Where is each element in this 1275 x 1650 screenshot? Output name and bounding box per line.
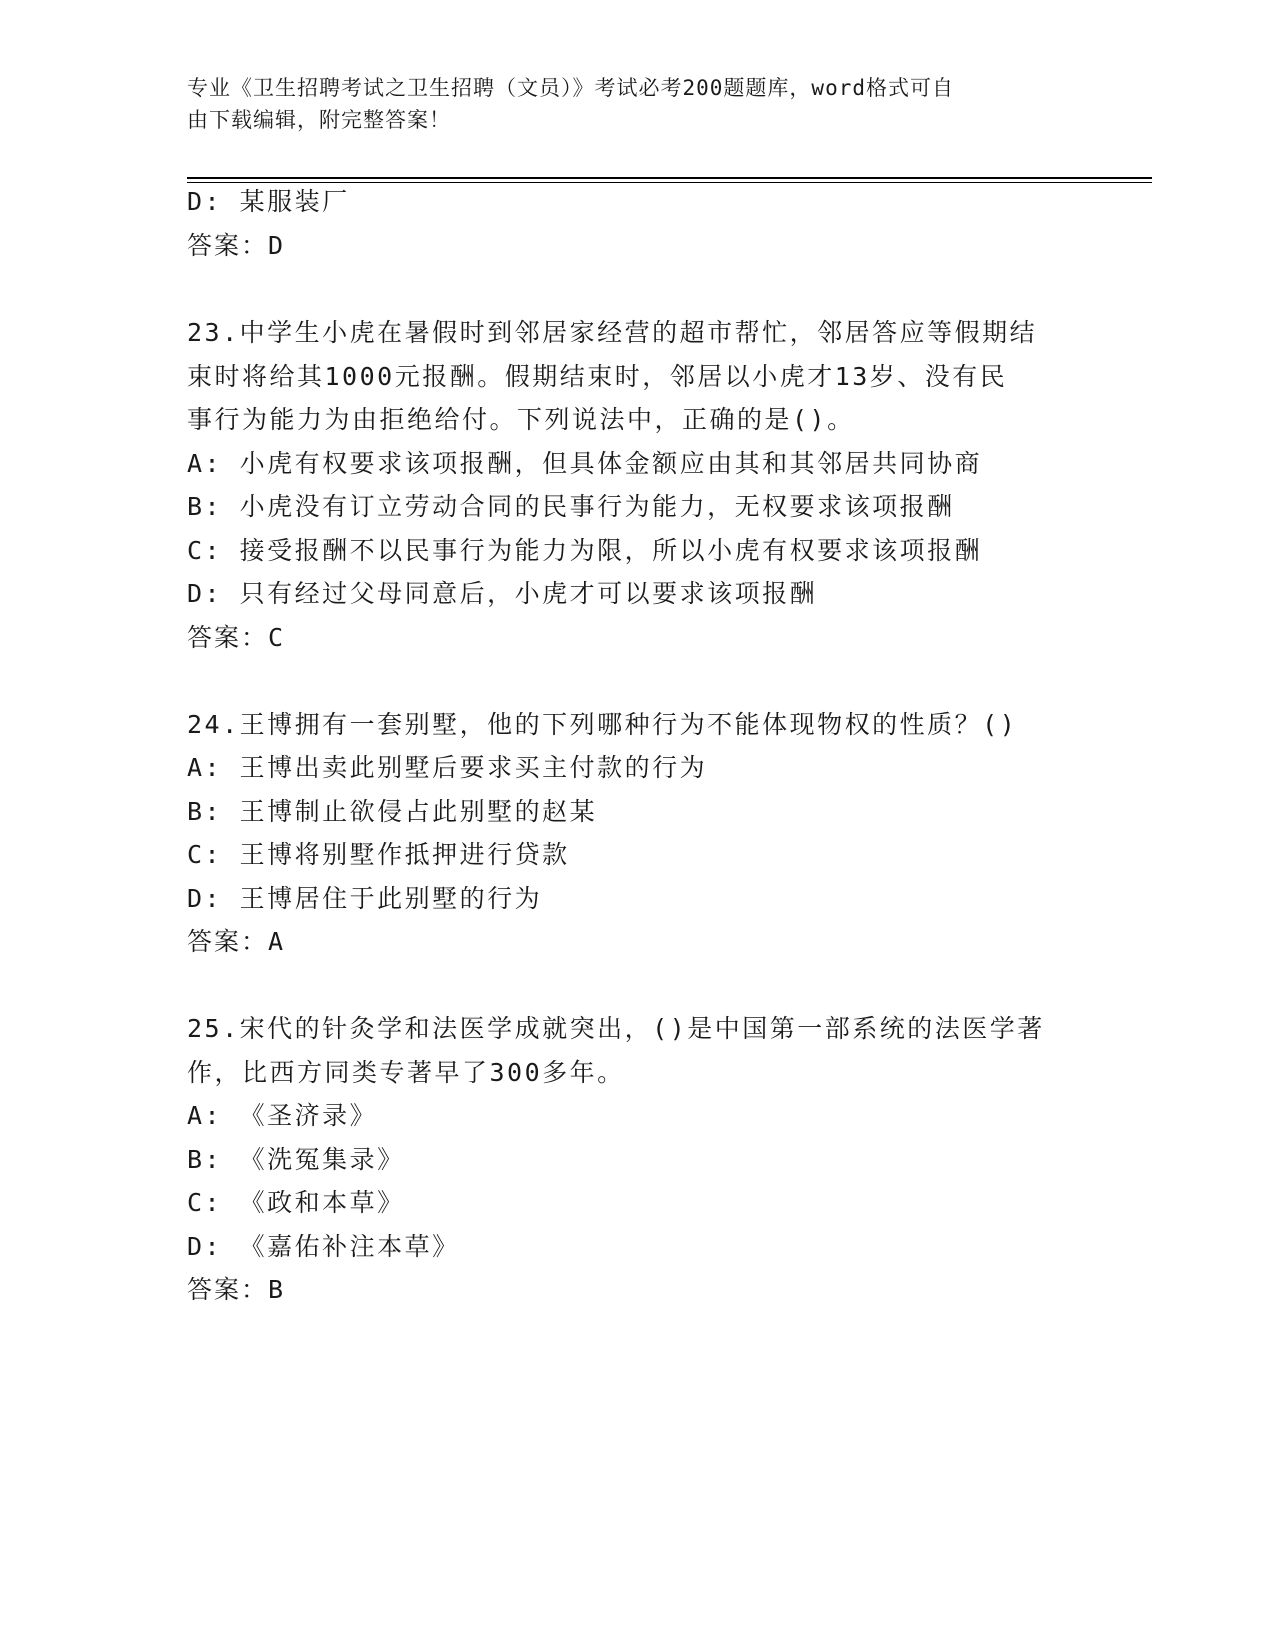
option-c: C: 王博将别墅作抵押进行贷款 <box>187 840 570 869</box>
answer-line <box>187 925 284 959</box>
answer-label: 答案： <box>187 1275 269 1304</box>
option-d: D: 只有经过父母同意后，小虎才可以要求该项报酬 <box>187 579 818 608</box>
answer-line <box>187 229 284 263</box>
answer-label: 答案： <box>187 231 269 260</box>
answer-label: 答案： <box>187 623 269 652</box>
document-header <box>187 72 1067 136</box>
answer-label: 答案： <box>187 927 269 956</box>
answer-value: C <box>268 623 285 652</box>
option-a: A: 《圣济录》 <box>187 1101 378 1130</box>
answer-value: A <box>268 927 285 956</box>
option-d: D: 王博居住于此别墅的行为 <box>187 884 543 913</box>
answer-value: D <box>268 231 285 260</box>
header-divider-thin <box>187 182 1152 183</box>
option-d: D: 某服装厂 <box>187 187 350 216</box>
option-a: A: 王博出卖此别墅后要求买主付款的行为 <box>187 753 708 782</box>
question-stem: 25.宋代的针灸学和法医学成就突出，()是中国第一部系统的法医学著 <box>187 1014 1045 1043</box>
answer-value: B <box>268 1275 285 1304</box>
question-stem: 23.中学生小虎在暑假时到邻居家经营的超市帮忙，邻居答应等假期结 <box>187 318 1038 347</box>
header-divider <box>187 177 1152 179</box>
header-line: 由下载编辑，附完整答案！ <box>187 108 451 132</box>
option-b: B: 王博制止欲侵占此别墅的赵某 <box>187 797 598 826</box>
question-stem: 作，比西方同类专著早了300多年。 <box>187 1058 625 1087</box>
header-line: 专业《卫生招聘考试之卫生招聘（文员）》考试必考200题题库，word格式可自 <box>187 76 954 100</box>
option-b: B: 《洗冤集录》 <box>187 1145 405 1174</box>
option-b: B: 小虎没有订立劳动合同的民事行为能力，无权要求该项报酬 <box>187 492 955 521</box>
question-stem: 事行为能力为由拒绝给付。下列说法中，正确的是()。 <box>187 405 855 434</box>
question-stem: 束时将给其1000元报酬。假期结束时，邻居以小虎才13岁、没有民 <box>187 362 1008 391</box>
question-stem: 24.王博拥有一套别墅，他的下列哪种行为不能体现物权的性质？() <box>187 710 1018 739</box>
option-c: C: 接受报酬不以民事行为能力为限，所以小虎有权要求该项报酬 <box>187 536 983 565</box>
option-c: C: 《政和本草》 <box>187 1188 405 1217</box>
option-d: D: 《嘉佑补注本草》 <box>187 1232 460 1261</box>
option-a: A: 小虎有权要求该项报酬，但具体金额应由其和其邻居共同协商 <box>187 449 983 478</box>
answer-line <box>187 621 284 655</box>
answer-line <box>187 1273 284 1307</box>
